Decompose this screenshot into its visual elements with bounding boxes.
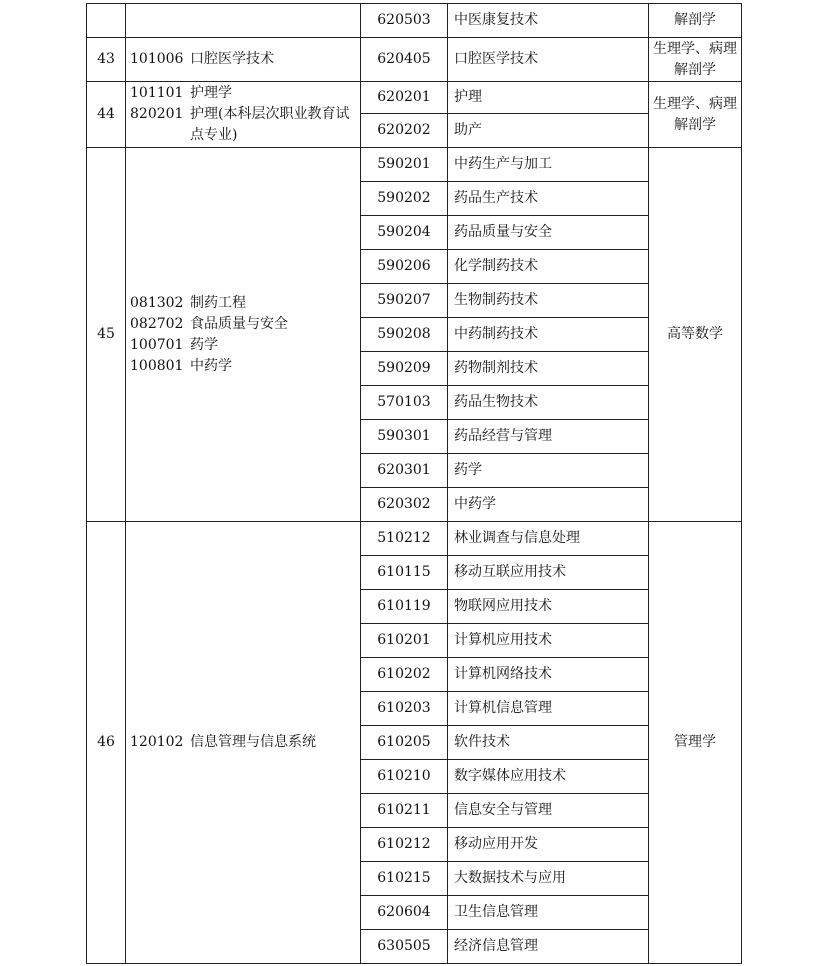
vocational-name: 中医康复技术 (454, 12, 538, 28)
undergrad-major (130, 314, 288, 335)
row-number: 43 (97, 51, 115, 67)
vocational-name-cell (447, 895, 649, 930)
vocational-name-cell (447, 623, 649, 658)
vocational-code-cell (360, 725, 448, 760)
undergrad-major-cell (125, 81, 361, 148)
vocational-code-cell (360, 351, 448, 386)
exam-subject: 管理学 (674, 734, 716, 750)
vocational-name: 中药制药技术 (454, 326, 538, 342)
vocational-name-cell (447, 249, 649, 284)
vocational-code: 620405 (377, 51, 431, 67)
vocational-code-cell (360, 419, 448, 454)
vocational-name-cell (447, 37, 649, 82)
undergrad-major-list (130, 49, 274, 70)
vocational-name-cell (447, 147, 649, 182)
vocational-code-cell (360, 487, 448, 522)
vocational-name: 口腔医学技术 (454, 51, 538, 67)
exam-subject: 生理学、病理 解剖学 (653, 40, 737, 78)
vocational-name: 药学 (454, 462, 482, 478)
vocational-code: 620301 (377, 462, 431, 478)
vocational-code-cell (360, 81, 448, 114)
row-number-cell (86, 521, 126, 964)
exam-subject: 高等数学 (667, 326, 723, 342)
vocational-code: 610210 (377, 768, 431, 784)
undergrad-major-name: 信息管理与信息系统 (190, 734, 316, 750)
undergrad-major-name: 制药工程 (190, 294, 246, 311)
undergrad-major-code: 082702 (130, 315, 184, 332)
vocational-code-cell (360, 453, 448, 488)
vocational-name-cell (447, 351, 649, 386)
vocational-name-cell (447, 385, 649, 420)
vocational-name: 中药生产与加工 (454, 156, 552, 172)
exam-subject-cell (648, 81, 742, 148)
vocational-code-cell (360, 793, 448, 828)
vocational-name: 计算机网络技术 (454, 666, 552, 682)
vocational-name-cell (447, 113, 649, 148)
vocational-name-cell (447, 81, 649, 114)
vocational-name-cell (447, 793, 649, 828)
vocational-code-cell (360, 521, 448, 556)
undergrad-major-name: 中药学 (190, 357, 232, 374)
vocational-code: 610205 (377, 734, 431, 750)
vocational-name: 软件技术 (454, 734, 510, 750)
vocational-name-cell (447, 759, 649, 794)
vocational-name-cell (447, 589, 649, 624)
undergrad-major-list (130, 83, 349, 146)
vocational-name-cell (447, 419, 649, 454)
vocational-name: 移动互联应用技术 (454, 564, 566, 580)
vocational-code: 510212 (377, 530, 431, 546)
undergrad-major-code: 101006 (130, 51, 184, 67)
vocational-name-cell (447, 283, 649, 318)
vocational-code: 590209 (377, 360, 431, 376)
vocational-code: 610201 (377, 632, 431, 648)
undergrad-major (130, 335, 288, 356)
vocational-code: 590202 (377, 190, 431, 206)
vocational-name-cell (447, 691, 649, 726)
vocational-code-cell (360, 657, 448, 692)
vocational-name-cell (447, 453, 649, 488)
undergrad-major-name: 护理(本科层次职业教育试 点专业) (190, 106, 350, 143)
undergrad-major (130, 83, 349, 104)
vocational-name-cell (447, 181, 649, 216)
vocational-name: 助产 (454, 122, 482, 138)
vocational-code: 620202 (377, 122, 431, 138)
vocational-name: 生物制药技术 (454, 292, 538, 308)
vocational-code-cell (360, 37, 448, 82)
row-number-cell (86, 37, 126, 82)
vocational-code-cell (360, 113, 448, 148)
vocational-code-cell (360, 3, 448, 38)
vocational-code-cell (360, 555, 448, 590)
vocational-code: 590201 (377, 156, 431, 172)
vocational-name-cell (447, 827, 649, 862)
exam-subject: 解剖学 (674, 12, 716, 28)
vocational-name: 数字媒体应用技术 (454, 768, 566, 784)
vocational-code: 610211 (377, 802, 431, 818)
vocational-code-cell (360, 589, 448, 624)
vocational-name: 药品质量与安全 (454, 224, 552, 240)
vocational-code: 590301 (377, 428, 431, 444)
vocational-code-cell (360, 895, 448, 930)
undergrad-major-code: 100701 (130, 336, 184, 353)
undergrad-major-code: 100801 (130, 357, 184, 374)
vocational-code: 590208 (377, 326, 431, 342)
vocational-name: 计算机信息管理 (454, 700, 552, 716)
undergrad-major (130, 356, 288, 377)
vocational-code-cell (360, 691, 448, 726)
vocational-code-cell (360, 249, 448, 284)
undergrad-major-list (130, 293, 288, 377)
exam-subject: 生理学、病理 解剖学 (653, 95, 737, 133)
vocational-name-cell (447, 521, 649, 556)
undergrad-major (130, 732, 316, 753)
vocational-code-cell (360, 317, 448, 352)
exam-subject-cell (648, 3, 742, 38)
vocational-code: 620604 (377, 904, 431, 920)
vocational-code: 610203 (377, 700, 431, 716)
undergrad-major (130, 104, 349, 146)
vocational-code-cell (360, 929, 448, 964)
vocational-code-cell (360, 147, 448, 182)
vocational-name: 经济信息管理 (454, 938, 538, 954)
vocational-code: 590206 (377, 258, 431, 274)
vocational-name: 计算机应用技术 (454, 632, 552, 648)
vocational-code: 620201 (377, 89, 431, 105)
undergrad-major-code: 120102 (130, 734, 184, 750)
vocational-name: 药品经营与管理 (454, 428, 552, 444)
vocational-code: 610212 (377, 836, 431, 852)
undergrad-major-cell (125, 147, 361, 522)
row-number: 45 (97, 326, 115, 342)
vocational-name: 信息安全与管理 (454, 802, 552, 818)
vocational-code: 620503 (377, 12, 431, 28)
vocational-code: 610119 (377, 598, 431, 614)
undergrad-major-name: 食品质量与安全 (190, 315, 288, 332)
vocational-name-cell (447, 215, 649, 250)
vocational-code: 620302 (377, 496, 431, 512)
undergrad-major-code: 081302 (130, 294, 184, 311)
undergrad-major-name: 护理学 (190, 85, 232, 101)
vocational-name-cell (447, 317, 649, 352)
row-number-cell (86, 147, 126, 522)
vocational-name: 药品生物技术 (454, 394, 538, 410)
row-number-cell (86, 81, 126, 148)
vocational-name: 物联网应用技术 (454, 598, 552, 614)
undergrad-major-cell (125, 3, 361, 38)
vocational-name-cell (447, 929, 649, 964)
undergrad-major-cell (125, 521, 361, 964)
undergrad-major-cell (125, 37, 361, 82)
vocational-name-cell (447, 725, 649, 760)
row-number-cell (86, 3, 126, 38)
vocational-code: 590207 (377, 292, 431, 308)
undergrad-major (130, 49, 274, 70)
vocational-name-cell (447, 657, 649, 692)
undergrad-major-name: 药学 (190, 336, 218, 353)
vocational-name-cell (447, 861, 649, 896)
vocational-name-cell (447, 487, 649, 522)
row-number: 44 (97, 106, 115, 122)
vocational-name: 护理 (454, 89, 482, 105)
vocational-name-cell (447, 3, 649, 38)
vocational-name: 移动应用开发 (454, 836, 538, 852)
vocational-code: 590204 (377, 224, 431, 240)
vocational-code-cell (360, 861, 448, 896)
vocational-name: 卫生信息管理 (454, 904, 538, 920)
undergrad-major-code: 101101 (130, 85, 184, 101)
exam-subject-cell (648, 521, 742, 964)
row-number: 46 (97, 734, 115, 750)
vocational-code-cell (360, 827, 448, 862)
vocational-code-cell (360, 759, 448, 794)
vocational-name: 药品生产技术 (454, 190, 538, 206)
vocational-code-cell (360, 283, 448, 318)
vocational-code: 630505 (377, 938, 431, 954)
vocational-code-cell (360, 385, 448, 420)
vocational-code: 570103 (377, 394, 431, 410)
vocational-code-cell (360, 181, 448, 216)
vocational-name: 中药学 (454, 496, 496, 512)
undergrad-major-list (130, 732, 316, 753)
undergrad-major-code: 820201 (130, 106, 184, 122)
vocational-name: 大数据技术与应用 (454, 870, 566, 886)
vocational-name-cell (447, 555, 649, 590)
vocational-name: 药物制剂技术 (454, 360, 538, 376)
undergrad-major-name: 口腔医学技术 (190, 51, 274, 67)
vocational-name: 化学制药技术 (454, 258, 538, 274)
vocational-code-cell (360, 623, 448, 658)
exam-subject-cell (648, 37, 742, 82)
undergrad-major (130, 293, 288, 314)
vocational-code-cell (360, 215, 448, 250)
vocational-code: 610202 (377, 666, 431, 682)
vocational-code: 610115 (377, 564, 431, 580)
exam-subject-cell (648, 147, 742, 522)
vocational-code: 610215 (377, 870, 431, 886)
vocational-name: 林业调查与信息处理 (454, 530, 580, 546)
